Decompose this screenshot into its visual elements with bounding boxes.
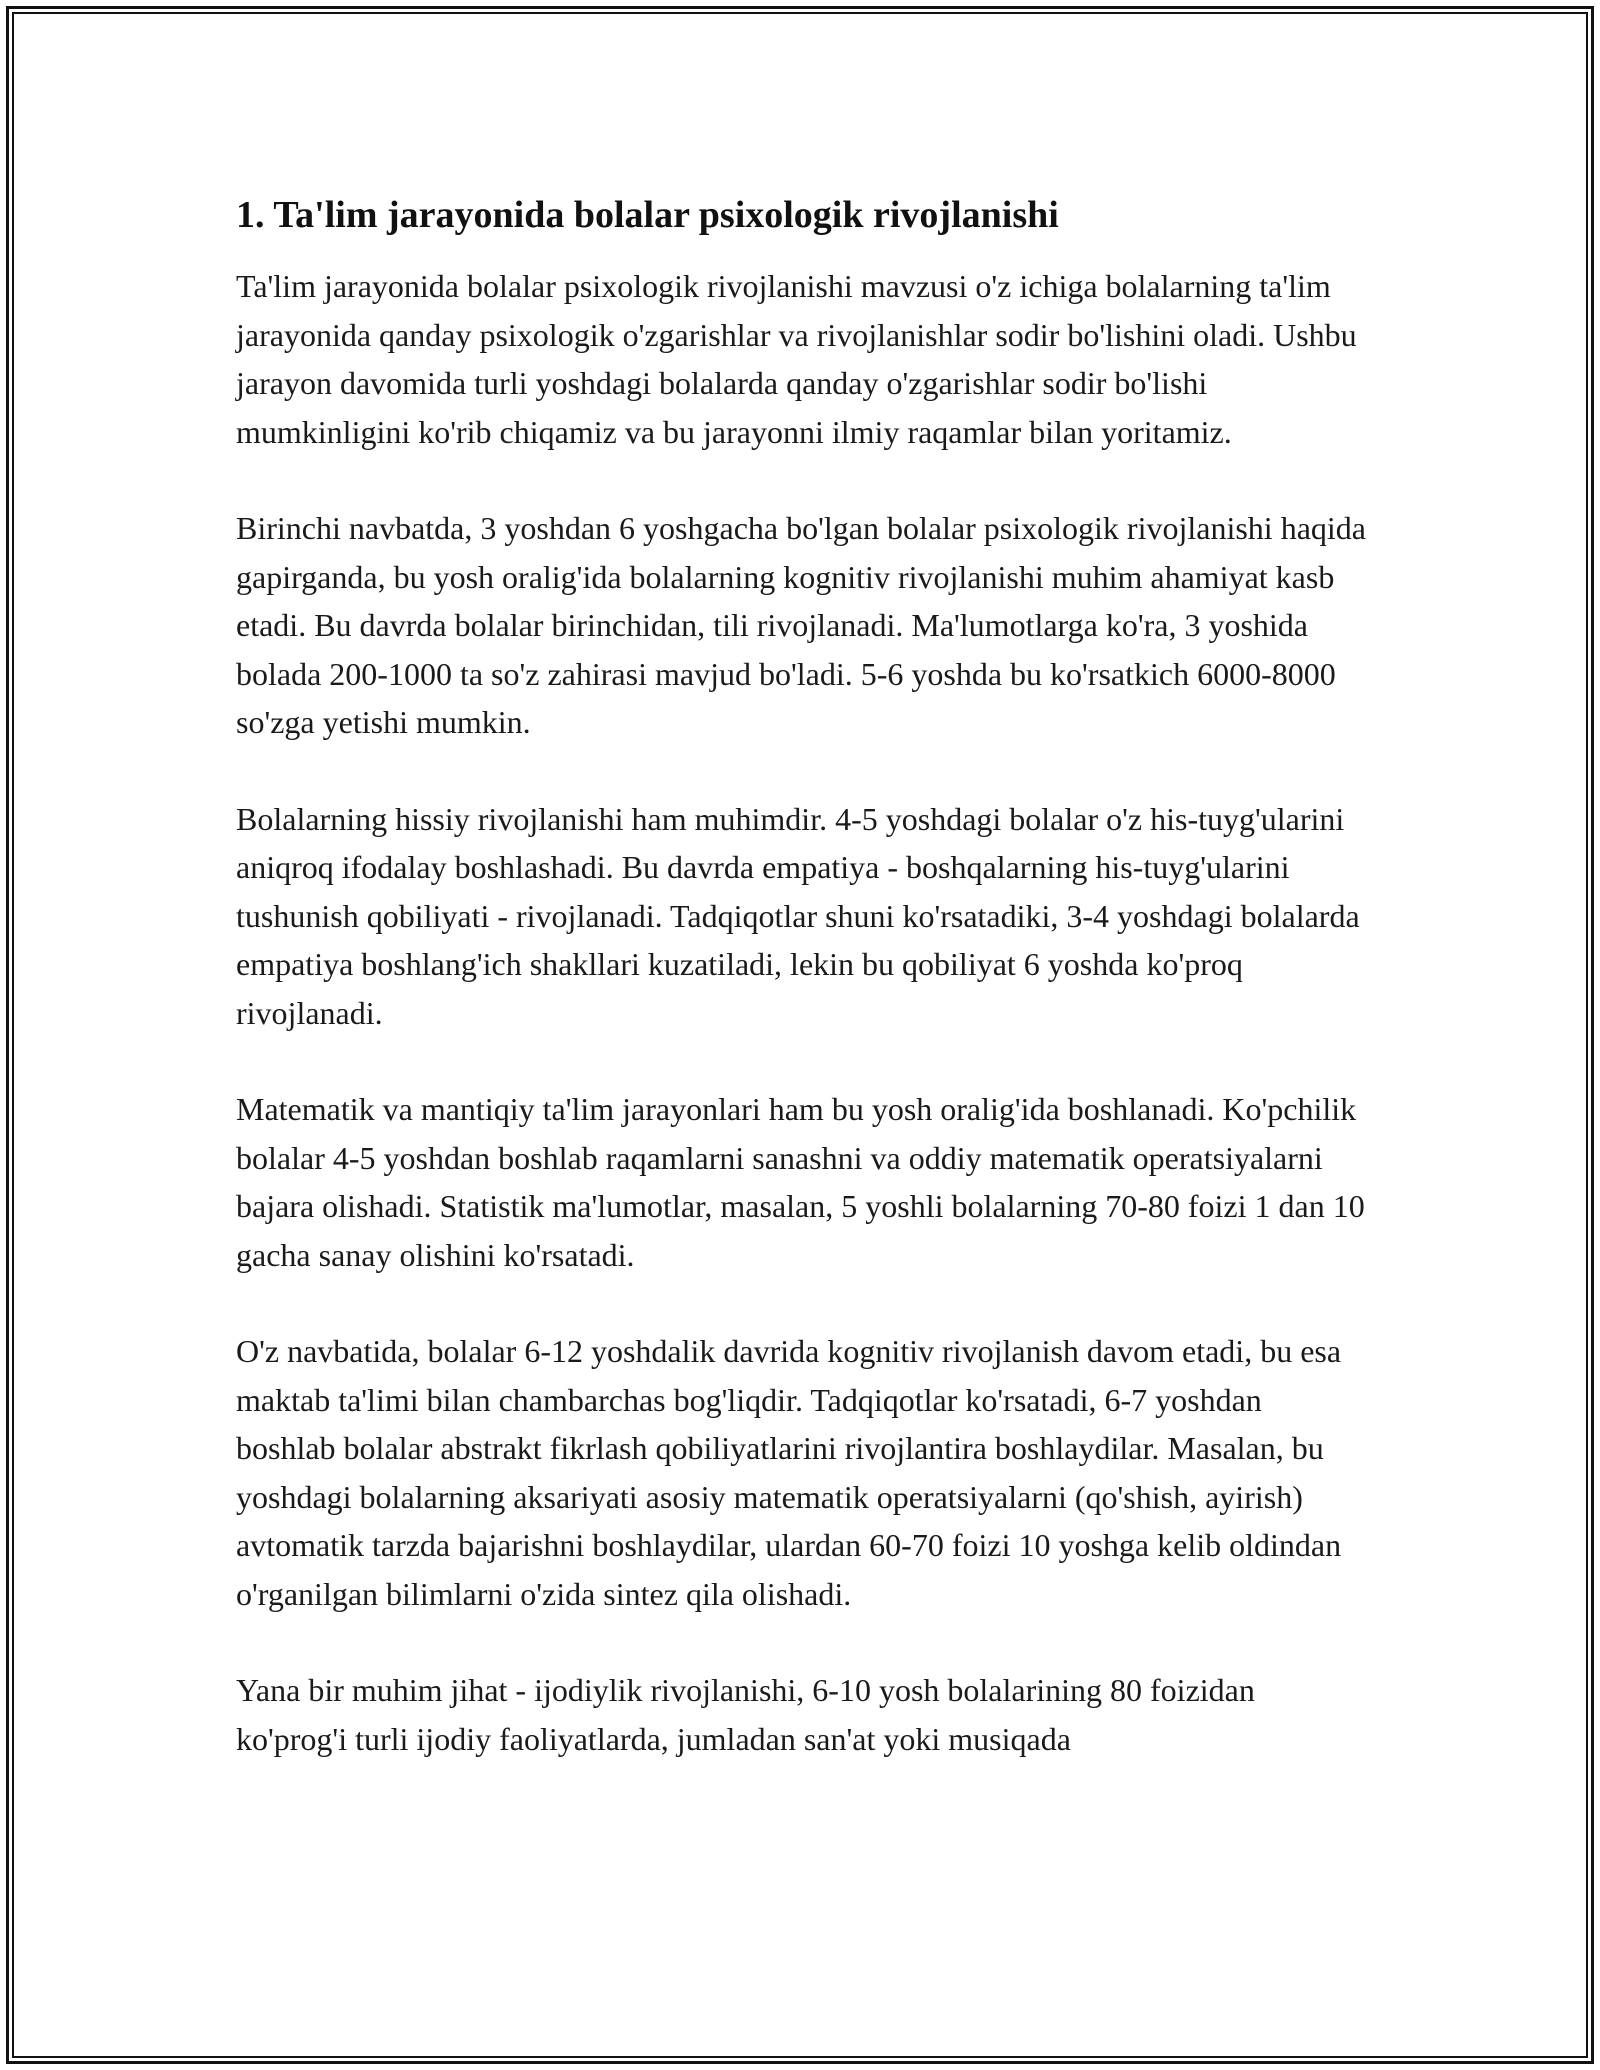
paragraph-age-6-12: O'z navbatida, bolalar 6-12 yoshdalik davrida kognitiv rivojlanish davom etadi, bu esa maktab ta'limi bilan chambarchas bog'liqdir. Tadqiqotlar ko'rsatadi, 6-7 yoshdan boshlab bolalar abstrakt fikrlash qobiliyatlarini rivojlantira boshlaydilar. Masalan, bu yoshdagi bolalarning aksariyati asosiy matematik operatsiyalarni (qo'shish, ayirish) avtomatik tarzda bajarishni boshlaydilar, ulardan 60-70 foizi 10 yoshga kelib oldindan o'rganilgan bilimlarni o'zida sintez qila olishadi.	[236, 1333, 1342, 1612]
document-content	[236, 186, 1366, 1811]
section-heading: 1. Ta'lim jarayonida bolalar psixologik rivojlanishi	[236, 194, 1059, 236]
paragraph-creativity: Yana bir muhim jihat - ijodiylik rivojlanishi, 6-10 yosh bolalarining 80 foizidan ko'prog'i turli ijodiy faoliyatlarda, jumladan san'at yoki musiqada	[236, 1672, 1255, 1757]
paragraph-emotional-development: Bolalarning hissiy rivojlanishi ham muhimdir. 4-5 yoshdagi bolalar o'z his-tuyg'ularini aniqroq ifodalay boshlashadi. Bu davrda empatiya - boshqalarning his-tuyg'ularini tushunish qobiliyati - rivojlanadi. Tadqiqotlar shuni ko'rsatadiki, 3-4 yoshdagi bolalarda empatiya boshlang'ich shakllari kuzatiladi, lekin bu qobiliyat 6 yoshda ko'proq rivojlanadi.	[236, 800, 1360, 1031]
paragraph-intro: Ta'lim jarayonida bolalar psixologik rivojlanishi mavzusi o'z ichiga bolalarning ta'lim jarayonida qanday psixologik o'zgarishlar va rivojlanishlar sodir bo'lishini oladi. Ushbu jarayon davomida turli yoshdagi bolalarda qanday o'zgarishlar sodir bo'lishi mumkinligini ko'rib chiqamiz va bu jarayonni ilmiy raqamlar bilan yoritamiz.	[236, 268, 1357, 450]
paragraph-age-3-6: Birinchi navbatda, 3 yoshdan 6 yoshgacha bo'lgan bolalar psixologik rivojlanishi haqida gapirganda, bu yosh oralig'ida bolalarning kognitiv rivojlanishi muhim ahamiyat kasb etadi. Bu davrda bolalar birinchidan, tili rivojlanadi. Ma'lumotlarga ko'ra, 3 yoshida bolada 200-1000 ta so'z zahirasi mavjud bo'ladi. 5-6 yoshda bu ko'rsatkich 6000-8000 so'zga yetishi mumkin.	[236, 510, 1366, 740]
paragraph-math-logic: Matematik va mantiqiy ta'lim jarayonlari ham bu yosh oralig'ida boshlanadi. Ko'pchilik bolalar 4-5 yoshdan boshlab raqamlarni sanashni va oddiy matematik operatsiyalarni bajara olishadi. Statistik ma'lumotlar, masalan, 5 yoshli bolalarning 70-80 foizi 1 dan 10 gacha sanay olishini ko'rsatadi.	[236, 1091, 1365, 1273]
